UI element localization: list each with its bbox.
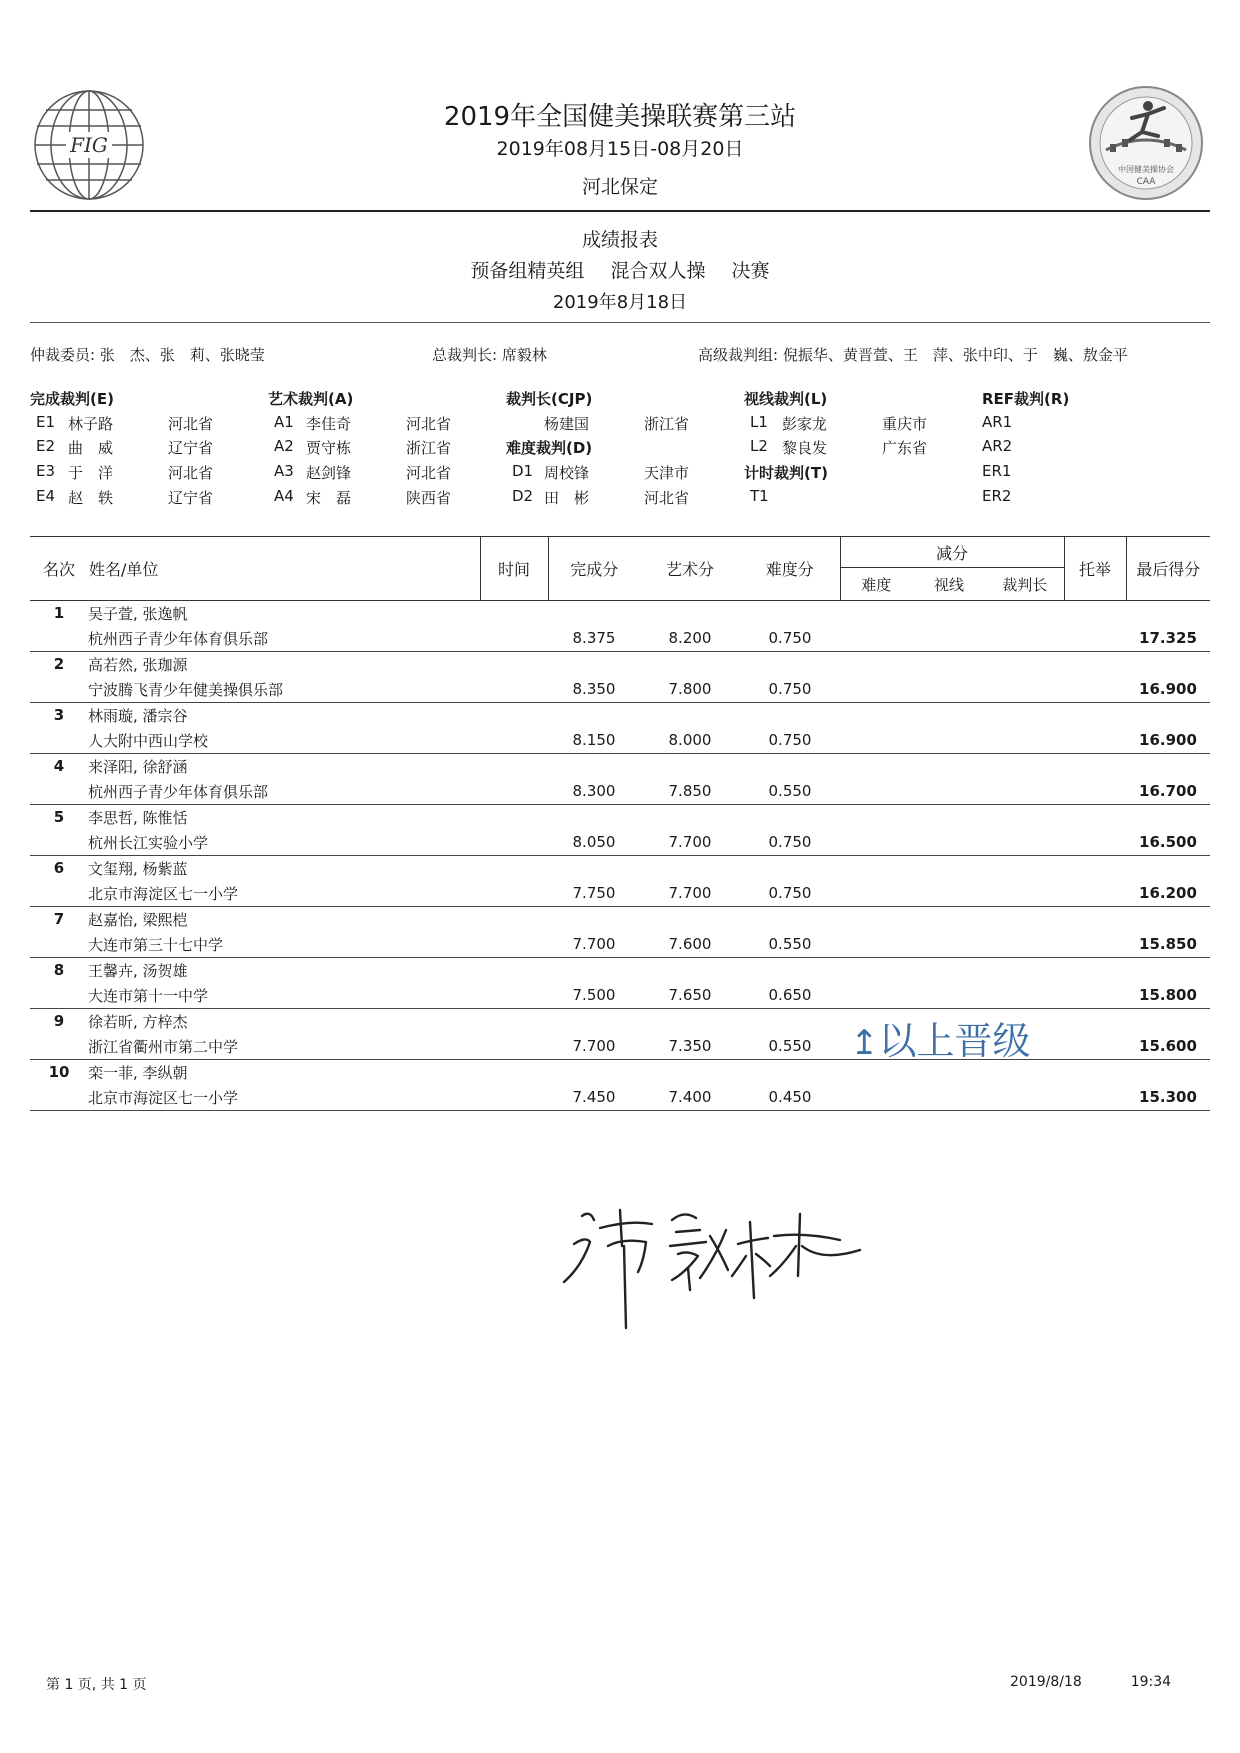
- artistic-score: 7.850: [640, 778, 740, 805]
- ded-difficulty-cell: [840, 880, 912, 907]
- table-row-club: [30, 1084, 1210, 1111]
- judge-name: 赵 轶: [68, 489, 114, 507]
- athlete-names: 吴子萱, 张逸帆: [88, 604, 188, 623]
- spacer: [30, 931, 88, 958]
- cjp-title: 裁判长(CJP): [506, 390, 593, 408]
- execution-score: 8.050: [548, 829, 640, 856]
- difficulty-score: 0.750: [740, 727, 840, 754]
- judge-province: 河北省: [168, 464, 214, 482]
- judge-province: 辽宁省: [168, 489, 214, 507]
- table-row-club: [30, 829, 1210, 856]
- judge-name: 彭家龙: [782, 415, 828, 433]
- rank-cell: 2: [53, 655, 65, 673]
- execution-score: 8.300: [548, 778, 640, 805]
- judge-code: E4: [36, 487, 56, 505]
- judge-name: 杨建国: [544, 415, 590, 433]
- judge-row: E1: [36, 413, 56, 431]
- table-row-club: [30, 1033, 1210, 1060]
- lift-cell: [1064, 676, 1126, 703]
- difficulty-judges-title: 难度裁判(D): [506, 439, 593, 457]
- table-row-club: [30, 727, 1210, 754]
- table-row: [30, 754, 1210, 779]
- rank-cell: 8: [53, 961, 65, 979]
- print-timestamp: [1010, 1674, 1171, 1690]
- final-score: 15.800: [1126, 982, 1210, 1009]
- athlete-names: 王馨卉, 汤贺雄: [88, 961, 188, 980]
- artistic-score: 7.700: [640, 829, 740, 856]
- lift-cell: [1064, 880, 1126, 907]
- judge-province: 广东省: [882, 439, 928, 457]
- artistic-score: 7.700: [640, 880, 740, 907]
- difficulty-score: 0.450: [740, 1084, 840, 1111]
- table-row: [30, 805, 1210, 830]
- report-event: 混合双人操: [610, 260, 706, 282]
- lift-cell: [1064, 625, 1126, 652]
- club-name: 浙江省衢州市第二中学: [88, 1033, 480, 1060]
- ded-line-cell: [912, 727, 986, 754]
- time-cell: [480, 1084, 548, 1111]
- report-subtitle: [0, 256, 1240, 283]
- judge-name: 曲 威: [68, 439, 114, 457]
- time-cell: [480, 727, 548, 754]
- spacer: [30, 880, 88, 907]
- execution-score: 7.750: [548, 880, 640, 907]
- judge-name: 林子路: [68, 415, 114, 433]
- ded-line-cell: [912, 1084, 986, 1111]
- judge-name: 于 洋: [68, 464, 114, 482]
- ded-difficulty-cell: [840, 778, 912, 805]
- competition-dates: 2019年08月15日-08月20日: [496, 138, 744, 160]
- table-row: [30, 856, 1210, 881]
- ded-cjp-cell: [986, 676, 1064, 703]
- spacer: [480, 805, 1210, 830]
- judge-name: 黎良发: [782, 439, 828, 457]
- spacer: [480, 601, 1210, 626]
- spacer: [30, 727, 88, 754]
- judge-province: 天津市: [644, 464, 690, 482]
- spacer: [480, 1060, 1210, 1085]
- artistic-score: 8.200: [640, 625, 740, 652]
- ded-line-cell: [912, 625, 986, 652]
- spacer: [30, 625, 88, 652]
- execution-score: 8.350: [548, 676, 640, 703]
- col-time: 时间: [480, 537, 548, 601]
- report-group: 预备组精英组: [470, 260, 585, 282]
- final-score: 16.900: [1126, 727, 1210, 754]
- table-row-club: [30, 982, 1210, 1009]
- rank-cell: 7: [53, 910, 65, 928]
- spacer: [30, 1033, 88, 1060]
- execution-score: 7.500: [548, 982, 640, 1009]
- col-difficulty: 难度分: [740, 537, 840, 601]
- lift-cell: [1064, 778, 1126, 805]
- ded-line-cell: [912, 676, 986, 703]
- final-score: 15.850: [1126, 931, 1210, 958]
- artistic-score: 7.600: [640, 931, 740, 958]
- ded-line-cell: [912, 931, 986, 958]
- final-score: 16.500: [1126, 829, 1210, 856]
- judge-province: 浙江省: [644, 415, 690, 433]
- col-ded-difficulty: 难度: [840, 568, 912, 601]
- club-name: 大连市第三十七中学: [88, 931, 480, 958]
- rank-cell: 1: [53, 604, 65, 622]
- ded-cjp-cell: [986, 1084, 1064, 1111]
- ded-cjp-cell: [986, 880, 1064, 907]
- spacer: [480, 1009, 1210, 1034]
- judge-name: 李佳奇: [306, 415, 352, 433]
- judge-code: ER2: [982, 487, 1012, 505]
- judge-code: E3: [36, 462, 56, 480]
- table-row-club: [30, 676, 1210, 703]
- print-time: 19:34: [1130, 1674, 1172, 1690]
- artistic-score: 8.000: [640, 727, 740, 754]
- judge-code: ER1: [982, 462, 1012, 480]
- col-name: 姓名/单位: [88, 537, 480, 601]
- judge-name: 贾守栋: [306, 439, 352, 457]
- lift-cell: [1064, 727, 1126, 754]
- athlete-names: 林雨璇, 潘宗谷: [88, 706, 188, 725]
- report-round: 决赛: [731, 260, 770, 282]
- time-cell: [480, 1033, 548, 1060]
- col-rank: 名次: [30, 537, 88, 601]
- ded-cjp-cell: [986, 931, 1064, 958]
- col-artistic: 艺术分: [640, 537, 740, 601]
- time-cell: [480, 829, 548, 856]
- final-score: 15.300: [1126, 1084, 1210, 1111]
- col-deduction: 减分: [840, 537, 1064, 568]
- judge-code: D2: [512, 487, 534, 505]
- spacer: [30, 982, 88, 1009]
- judge-province: 辽宁省: [168, 439, 214, 457]
- judge-code: AR2: [982, 437, 1013, 455]
- spacer: [30, 778, 88, 805]
- head-judge: 总裁判长: 席毅林: [432, 346, 547, 364]
- col-lift: 托举: [1064, 537, 1126, 601]
- report-date: 2019年8月18日: [552, 292, 688, 313]
- athlete-names: 文玺翔, 杨紫蓝: [88, 859, 188, 878]
- ded-line-cell: [912, 778, 986, 805]
- judge-province: 河北省: [406, 464, 452, 482]
- rank-cell: 10: [48, 1063, 70, 1081]
- table-row: [30, 652, 1210, 677]
- judge-code: E2: [36, 437, 56, 455]
- senior-panel: 高级裁判组: 倪振华、黄晋萱、王 萍、张中印、于 巍、敖金平: [698, 346, 1128, 364]
- final-score: 16.200: [1126, 880, 1210, 907]
- judge-code: AR1: [982, 413, 1013, 431]
- artistic-score: 7.800: [640, 676, 740, 703]
- ded-difficulty-cell: [840, 982, 912, 1009]
- judge-code: D1: [512, 462, 534, 480]
- competition-location: 河北保定: [581, 176, 658, 198]
- athlete-names: 徐若昕, 方梓杰: [88, 1012, 188, 1031]
- time-cell: [480, 931, 548, 958]
- athlete-names: 来泽阳, 徐舒涵: [88, 757, 188, 776]
- col-ded-line: 视线: [912, 568, 986, 601]
- athlete-names: 栾一菲, 李纵朝: [88, 1063, 188, 1082]
- table-row: [30, 907, 1210, 932]
- execution-score: 7.700: [548, 1033, 640, 1060]
- lift-cell: [1064, 931, 1126, 958]
- lift-cell: [1064, 1033, 1126, 1060]
- competition-title: 2019年全国健美操联赛第三站: [443, 102, 797, 132]
- table-row-club: [30, 625, 1210, 652]
- final-score: 17.325: [1126, 625, 1210, 652]
- time-cell: [480, 982, 548, 1009]
- artistic-score: 7.650: [640, 982, 740, 1009]
- spacer: [480, 754, 1210, 779]
- judge-code: T1: [750, 487, 769, 505]
- judge-name: 宋 磊: [306, 489, 352, 507]
- ded-cjp-cell: [986, 625, 1064, 652]
- ded-line-cell: [912, 982, 986, 1009]
- club-name: 杭州西子青少年体育俱乐部: [88, 778, 480, 805]
- ded-cjp-cell: [986, 829, 1064, 856]
- club-name: 北京市海淀区七一小学: [88, 880, 480, 907]
- execution-score: 8.375: [548, 625, 640, 652]
- table-row: [30, 958, 1210, 983]
- difficulty-score: 0.550: [740, 1033, 840, 1060]
- col-ded-cjp: 裁判长: [986, 568, 1064, 601]
- lift-cell: [1064, 1084, 1126, 1111]
- spacer: [480, 703, 1210, 728]
- results-table: [30, 536, 1210, 1111]
- lift-cell: [1064, 829, 1126, 856]
- promotion-text: 以上晋级: [878, 1019, 1031, 1063]
- spacer: [480, 907, 1210, 932]
- col-execution: 完成分: [548, 537, 640, 601]
- judge-province: 河北省: [644, 489, 690, 507]
- club-name: 杭州西子青少年体育俱乐部: [88, 625, 480, 652]
- judge-province: 重庆市: [882, 415, 928, 433]
- execution-score: 8.150: [548, 727, 640, 754]
- report-divider: [30, 322, 1210, 323]
- rank-cell: 3: [53, 706, 65, 724]
- time-cell: [480, 625, 548, 652]
- judge-code: A4: [274, 487, 294, 505]
- table-row: [30, 703, 1210, 728]
- spacer: [480, 652, 1210, 677]
- judge-name: 赵剑锋: [306, 464, 352, 482]
- ded-line-cell: [912, 829, 986, 856]
- judge-code: A3: [274, 462, 294, 480]
- final-score: 16.700: [1126, 778, 1210, 805]
- report-title: 成绩报表: [581, 229, 658, 251]
- table-row-club: [30, 880, 1210, 907]
- rank-cell: 6: [53, 859, 65, 877]
- judge-province: 河北省: [168, 415, 214, 433]
- execution-score: 7.450: [548, 1084, 640, 1111]
- judge-code: A2: [274, 437, 294, 455]
- rank-cell: 4: [53, 757, 65, 775]
- judge-code: A1: [274, 413, 294, 431]
- final-score: 15.600: [1126, 1033, 1210, 1060]
- athlete-names: 高若然, 张珈源: [88, 655, 188, 674]
- judge-code: L1: [750, 413, 768, 431]
- ded-difficulty-cell: [840, 1084, 912, 1111]
- ded-difficulty-cell: [840, 829, 912, 856]
- ded-cjp-cell: [986, 778, 1064, 805]
- club-name: 人大附中西山学校: [88, 727, 480, 754]
- header-divider: [30, 210, 1210, 212]
- time-judge-title: 计时裁判(T): [744, 464, 828, 482]
- ded-difficulty-cell: [840, 676, 912, 703]
- difficulty-score: 0.750: [740, 880, 840, 907]
- difficulty-score: 0.550: [740, 778, 840, 805]
- ded-difficulty-cell: [840, 625, 912, 652]
- final-score: 16.900: [1126, 676, 1210, 703]
- table-row: [30, 1060, 1210, 1085]
- judge-province: 陕西省: [406, 489, 452, 507]
- club-name: 大连市第十一中学: [88, 982, 480, 1009]
- time-cell: [480, 676, 548, 703]
- club-name: 宁波腾飞青少年健美操俱乐部: [88, 676, 480, 703]
- rank-cell: 5: [53, 808, 65, 826]
- table-row-club: [30, 931, 1210, 958]
- judge-province: 河北省: [406, 415, 452, 433]
- table-row: [30, 1009, 1210, 1034]
- promotion-annotation: [850, 1010, 1031, 1065]
- head-judge-signature: [560, 1180, 870, 1340]
- lift-cell: [1064, 982, 1126, 1009]
- spacer: [30, 829, 88, 856]
- col-final: 最后得分: [1126, 537, 1210, 601]
- difficulty-score: 0.750: [740, 676, 840, 703]
- athlete-names: 赵嘉怡, 梁熙桤: [88, 910, 188, 929]
- ded-difficulty-cell: [840, 931, 912, 958]
- difficulty-score: 0.650: [740, 982, 840, 1009]
- judge-name: 田 彬: [544, 489, 590, 507]
- execution-judges-title: 完成裁判(E): [30, 390, 114, 408]
- athlete-names: 李思哲, 陈惟恬: [88, 808, 188, 827]
- up-arrow-icon: ↥: [850, 1023, 879, 1063]
- judge-code: L2: [750, 437, 768, 455]
- artistic-score: 7.350: [640, 1033, 740, 1060]
- table-row: [30, 601, 1210, 626]
- ded-cjp-cell: [986, 982, 1064, 1009]
- jury-members: 仲裁委员: 张 杰、张 莉、张晓莹: [30, 346, 265, 364]
- difficulty-score: 0.750: [740, 625, 840, 652]
- artistic-score: 7.400: [640, 1084, 740, 1111]
- spacer: [30, 676, 88, 703]
- artistic-judges-title: 艺术裁判(A): [268, 390, 354, 408]
- ref-judges-title: REF裁判(R): [982, 390, 1070, 408]
- difficulty-score: 0.550: [740, 931, 840, 958]
- ded-cjp-cell: [986, 727, 1064, 754]
- ded-line-cell: [912, 880, 986, 907]
- table-row-club: [30, 778, 1210, 805]
- spacer: [30, 1084, 88, 1111]
- judge-province: 浙江省: [406, 439, 452, 457]
- time-cell: [480, 778, 548, 805]
- ded-difficulty-cell: [840, 727, 912, 754]
- execution-score: 7.700: [548, 931, 640, 958]
- spacer: [480, 958, 1210, 983]
- page-indicator: 第 1 页, 共 1 页: [46, 1677, 147, 1693]
- spacer: [480, 856, 1210, 881]
- club-name: 杭州长江实验小学: [88, 829, 480, 856]
- rank-cell: 9: [53, 1012, 65, 1030]
- svg-text:FIG: FIG: [70, 133, 108, 157]
- difficulty-score: 0.750: [740, 829, 840, 856]
- svg-text:中国健美操协会: 中国健美操协会: [1118, 165, 1174, 174]
- svg-text:CAA: CAA: [1136, 177, 1156, 187]
- club-name: 北京市海淀区七一小学: [88, 1084, 480, 1111]
- line-judges-title: 视线裁判(L): [744, 390, 828, 408]
- judge-name: 周校锋: [544, 464, 590, 482]
- print-date: 2019/8/18: [1010, 1674, 1082, 1690]
- time-cell: [480, 880, 548, 907]
